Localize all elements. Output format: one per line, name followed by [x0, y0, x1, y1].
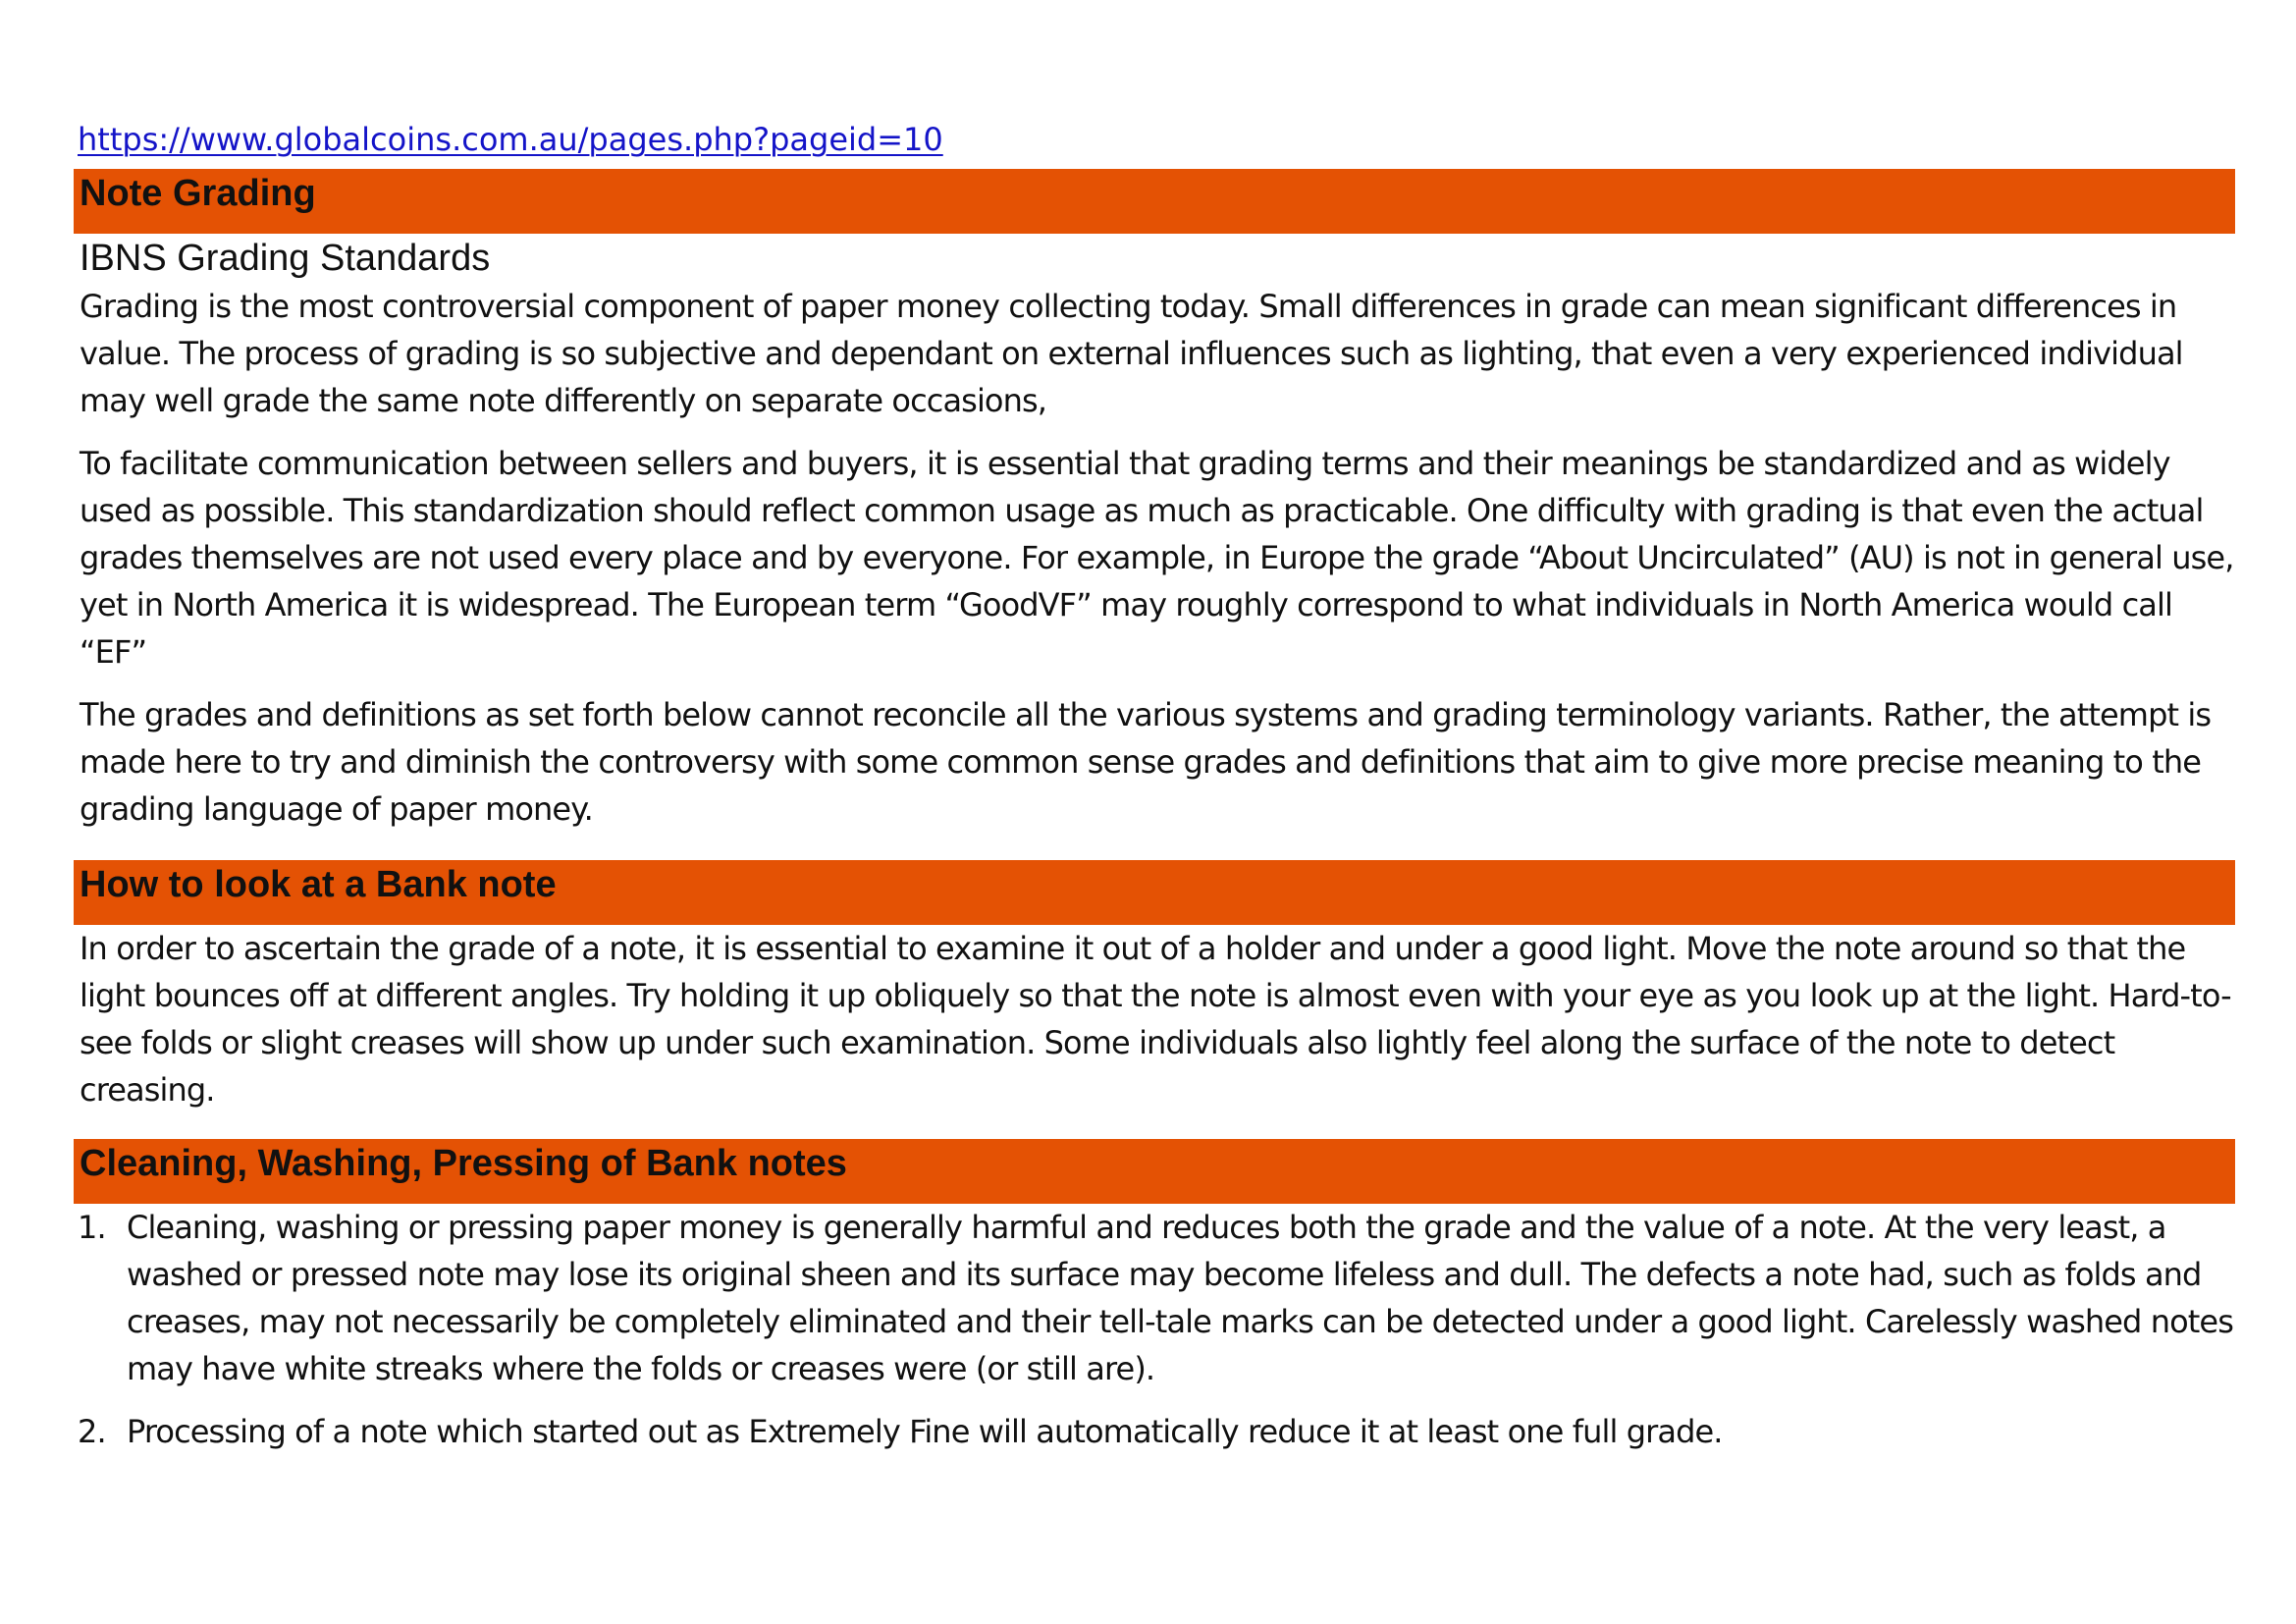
document-page [74, 116, 2235, 1455]
list-item [74, 1204, 2235, 1392]
section-heading-how-to-look: How to look at a Bank note [74, 860, 2235, 925]
list-item [74, 1408, 2235, 1455]
list-item-text: Processing of a note which started out as Extremely Fine will automatically reduce it at least one full grade. [127, 1413, 1723, 1450]
list-item-number: 1. [78, 1209, 106, 1246]
list-item-number: 2. [78, 1413, 106, 1450]
paragraph-grades-definitions: The grades and definitions as set forth below cannot reconcile all the various systems and grading terminology variants. Rather, the attempt is made here to try and diminish the controversy with some common sense grades and definitions that aim to give more precise meaning to the grading language of paper money. [80, 696, 2212, 828]
paragraph-how-to-look: In order to ascertain the grade of a note, it is essential to examine it out of a holder and under a good light. Move the note around so that the light bounces off at different angles. Try holding it up obliquely so that the note is almost even with your eye as you look up at the light. Hard-to-see folds or slight creases will show up under such examination. Some individuals also lightly feel along the surface of the note to detect creasing. [80, 930, 2231, 1109]
section-heading-note-grading: Note Grading [74, 169, 2235, 234]
cleaning-numbered-list [74, 1204, 2235, 1455]
paragraph-grading-intro: Grading is the most controversial component of paper money collecting today. Small differences in grade can mean significant differences in value. The process of grading is so subjective and dependant on external influences such as lighting, that even a very experienced individual may well grade the same note differently on separate occasions, [80, 288, 2183, 419]
list-item-text: Cleaning, washing or pressing paper money is generally harmful and reduces both the grade and the value of a note. At the very least, a washed or pressed note may lose its original sheen and its surface may become lifeless and dull. The defects a note had, such as folds and creases, may not necessarily be completely eliminated and their tell-tale marks can be detected under a good light. Carelessly washed notes may have white streaks where the folds or creases were (or still are). [127, 1209, 2233, 1387]
source-url-link[interactable]: https://www.globalcoins.com.au/pages.php?pageid=10 [78, 121, 943, 158]
paragraph-communication: To facilitate communication between sellers and buyers, it is essential that grading terms and their meanings be standardized and as widely used as possible. This standardization should reflect common usage as much as practicable. One difficulty with grading is that even the actual grades themselves are not used every place and by everyone. For example, in Europe the grade “About Uncirculated” (AU) is not in general use, yet in North America it is widespread. The European term “GoodVF” may roughly correspond to what individuals in North America would call “EF” [80, 445, 2234, 671]
section-heading-cleaning: Cleaning, Washing, Pressing of Bank notes [74, 1139, 2235, 1204]
subheading-ibns-grading-standards: IBNS Grading Standards [80, 238, 491, 279]
